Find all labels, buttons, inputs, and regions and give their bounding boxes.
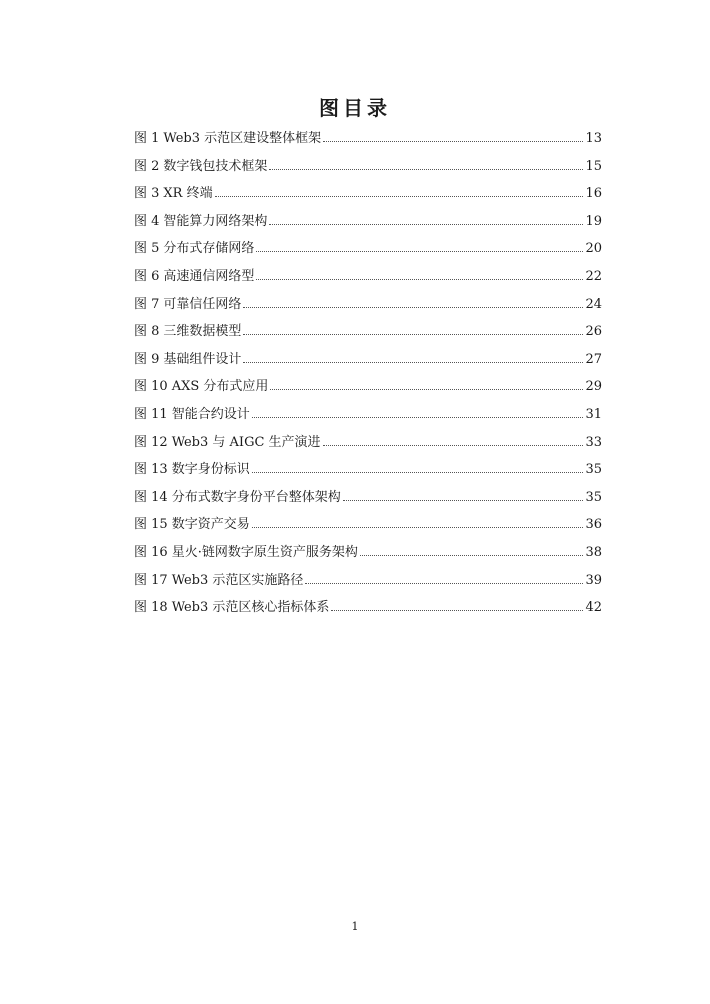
figure-title: Web3 与 AIGC 生产演进	[171, 434, 321, 450]
dot-leader	[360, 545, 584, 556]
page-ref: 27	[585, 351, 602, 367]
figure-label: 图 3	[134, 186, 160, 202]
page-ref: 36	[585, 517, 602, 533]
dot-leader	[256, 241, 583, 252]
page-ref: 24	[585, 296, 602, 312]
figure-title: 高速通信网络型	[163, 268, 255, 284]
page-ref: 39	[585, 572, 602, 588]
toc-entry[interactable]	[134, 293, 602, 321]
figure-label: 图 5	[134, 241, 160, 257]
page-ref: 26	[585, 324, 602, 340]
toc-entry[interactable]	[134, 569, 602, 597]
figure-label: 图 11	[134, 406, 168, 422]
figure-label: 图 12	[134, 434, 168, 450]
dot-leader	[243, 297, 583, 308]
dot-leader	[252, 462, 584, 473]
page-ref: 42	[585, 600, 602, 616]
dot-leader	[256, 269, 583, 280]
figure-title: 可靠信任网络	[163, 296, 242, 312]
page-ref: 33	[585, 434, 602, 450]
figure-label: 图 17	[134, 572, 168, 588]
toc-entry[interactable]	[134, 182, 602, 210]
dot-leader	[323, 131, 583, 142]
dot-leader	[215, 186, 584, 197]
dot-leader	[252, 407, 584, 418]
dot-leader	[305, 573, 583, 584]
page-title: 图目录	[319, 96, 391, 120]
figure-label: 图 15	[134, 517, 168, 533]
figure-label: 图 18	[134, 600, 168, 616]
toc-entry[interactable]	[134, 458, 602, 486]
figure-label: 图 10	[134, 379, 168, 395]
figure-list	[134, 127, 602, 624]
figure-title: 智能合约设计	[171, 406, 250, 422]
toc-entry[interactable]	[134, 210, 602, 238]
page-ref: 16	[585, 186, 602, 202]
dot-leader	[243, 324, 583, 335]
figure-title: Web3 示范区建设整体框架	[163, 131, 322, 146]
figure-label: 图 1	[134, 131, 160, 146]
figure-title: 基础组件设计	[163, 351, 242, 367]
toc-entry[interactable]	[134, 155, 602, 183]
toc-entry[interactable]	[134, 375, 602, 403]
toc-entry[interactable]	[134, 541, 602, 569]
figure-label: 图 8	[134, 324, 160, 340]
figure-title: 智能算力网络架构	[163, 213, 268, 229]
figure-title: 数字身份标识	[171, 462, 250, 478]
figure-title: Web3 示范区核心指标体系	[171, 600, 330, 616]
dot-leader	[270, 379, 583, 390]
figure-label: 图 14	[134, 489, 168, 505]
dot-leader	[343, 490, 584, 501]
figure-title: 星火·链网数字原生资产服务架构	[171, 544, 358, 560]
toc-entry[interactable]	[134, 403, 602, 431]
page-number: 1	[351, 920, 359, 933]
toc-entry[interactable]	[134, 513, 602, 541]
figure-title: Web3 示范区实施路径	[171, 572, 304, 588]
page-ref: 35	[585, 462, 602, 478]
toc-entry[interactable]	[134, 348, 602, 376]
figure-label: 图 9	[134, 351, 160, 367]
page-ref: 31	[585, 406, 602, 422]
figure-title: XR 终端	[163, 186, 213, 202]
figure-label: 图 6	[134, 268, 160, 284]
page-ref: 29	[585, 379, 602, 395]
dot-leader	[323, 435, 584, 446]
dot-leader	[331, 600, 583, 611]
dot-leader	[252, 517, 584, 528]
figure-label: 图 2	[134, 158, 160, 174]
toc-entry[interactable]	[134, 431, 602, 459]
figure-label: 图 16	[134, 544, 168, 560]
page-ref: 15	[585, 158, 602, 174]
page-ref: 38	[585, 544, 602, 560]
toc-entry[interactable]	[134, 237, 602, 265]
toc-entry[interactable]	[134, 486, 602, 514]
dot-leader	[269, 214, 583, 225]
figure-title: 数字钱包技术框架	[163, 158, 268, 174]
figure-label: 图 4	[134, 213, 160, 229]
figure-title: AXS 分布式应用	[171, 379, 269, 395]
figure-title: 分布式存储网络	[163, 241, 255, 257]
page-ref: 19	[585, 213, 602, 229]
dot-leader	[269, 159, 583, 170]
figure-title: 数字资产交易	[171, 517, 250, 533]
toc-entry[interactable]	[134, 127, 602, 155]
page-ref: 20	[585, 241, 602, 257]
dot-leader	[243, 352, 583, 363]
figure-label: 图 13	[134, 462, 168, 478]
toc-entry[interactable]	[134, 265, 602, 293]
figure-title: 分布式数字身份平台整体架构	[171, 489, 341, 505]
page-ref: 13	[585, 131, 602, 146]
toc-entry[interactable]	[134, 320, 602, 348]
figure-label: 图 7	[134, 296, 160, 312]
toc-entry[interactable]	[134, 596, 602, 624]
page-ref: 35	[585, 489, 602, 505]
figure-title: 三维数据模型	[163, 324, 242, 340]
page-ref: 22	[585, 268, 602, 284]
